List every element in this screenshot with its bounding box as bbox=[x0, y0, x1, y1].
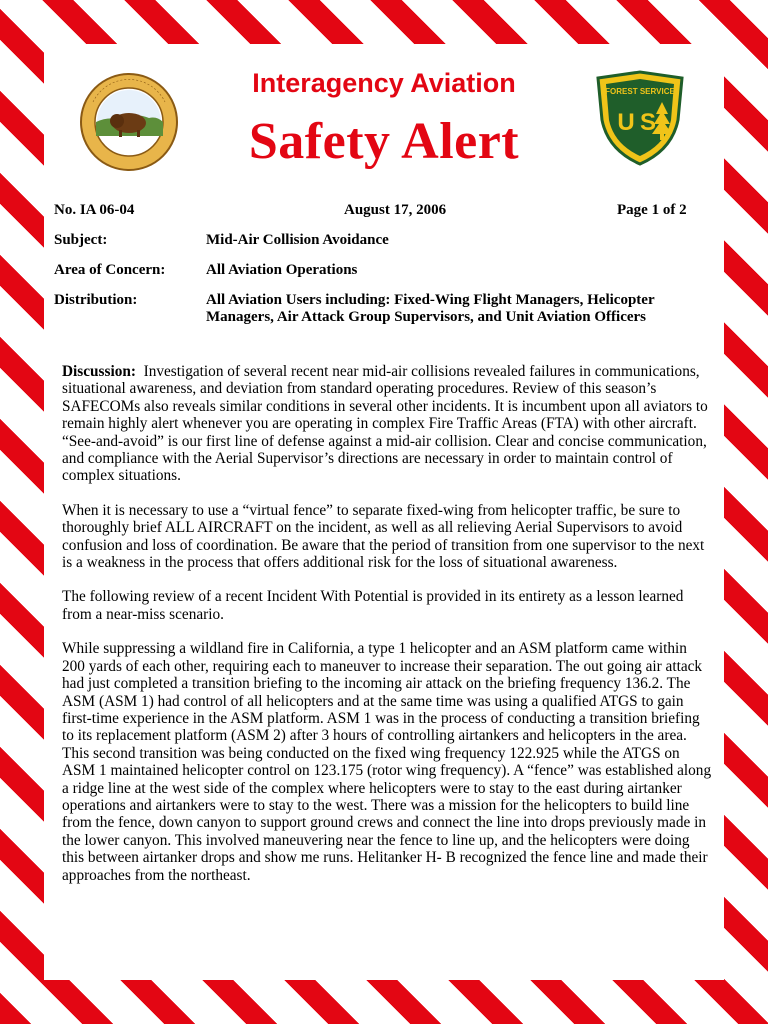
alert-body bbox=[62, 363, 712, 901]
alert-number: No. IA 06-04 bbox=[54, 202, 135, 218]
header-agency: Interagency Aviation bbox=[252, 68, 516, 98]
svg-text:U: U bbox=[617, 109, 635, 136]
alert-date: August 17, 2006 bbox=[344, 202, 447, 218]
discussion-paragraph bbox=[62, 363, 712, 485]
doi-seal-logo bbox=[79, 72, 179, 172]
header-title: Safety Alert bbox=[248, 113, 520, 170]
svg-text:S: S bbox=[639, 109, 657, 136]
subject-value: Mid-Air Collision Avoidance bbox=[206, 232, 389, 248]
concern-value: All Aviation Operations bbox=[206, 262, 358, 278]
virtual-fence-paragraph: When it is necessary to use a “virtual fence” to separate fixed-wing from helicopter traffic, be sure to thoroughly brief ALL AIRCRAFT on the incident, as well as all relieving Aerial Supervisors to avoid confusion and loss of coordination. Be aware that the period of transition from one supervisor to the next is a weakness in the process that offers additional risk for the loss of situational awareness. bbox=[62, 501, 705, 572]
distribution-value: All Aviation Users including: Fixed-Wing Flight Managers, Helicopter Managers, Air Attack Group Supervisors, and Unit Aviation Officers bbox=[206, 292, 655, 325]
incident-paragraph: While suppressing a wildland fire in California, a type 1 helicopter and an ASM platform came within 200 yards of each other, requiring each to maneuver to increase their separation. The out going air attack had just completed a transition briefing to the incoming air attack on the briefing frequency 136.2. The ASM (ASM 1) had control of all helicopters and at the same time was using a qualified ATGS to gain first-time experience in the ASM platform. ASM 1 was in the process of conducting a transition briefing to its replacement platform (ASM 2) after 3 hours of controlling airtankers and helicopters in the area. This second transition was being conducted on the fixed wing frequency 122.925 while the ATGS on ASM 1 maintained helicopter control on 123.175 (rotor wing frequency). A “fence” was established along a ridge line at the west side of the complex where helicopters were to stay to the east during airtanker operations and airtankers were to stay to the west. There was a mission for the helicopters to build line from the fence, down canyon to support ground crews and connect the line into drops previously made in the lower canyon. This involved maneuvering near the fence to line up, and the helicopters were doing this between airtanker drops and show me runs. Helitanker H- B recognized the fence line and made their approaches from the northeast. bbox=[62, 640, 712, 884]
discussion-label: Discussion: bbox=[62, 363, 136, 380]
concern-label: Area of Concern: bbox=[54, 262, 166, 278]
subject-label: Subject: bbox=[54, 232, 108, 248]
alert-page bbox=[44, 44, 724, 980]
review-intro-paragraph: The following review of a recent Incident With Potential is provided in its entirety as a lesson learned from a near-miss scenario. bbox=[62, 588, 684, 623]
distribution-label: Distribution: bbox=[54, 292, 138, 308]
svg-text:FOREST SERVICE: FOREST SERVICE bbox=[605, 87, 675, 96]
discussion-text: Investigation of several recent near mid-air collisions revealed failures in communications, situational awareness, and deviation from standard operating procedures. Review of this season’s SAFECOMs also reveals similar conditions in several other incidents. It is incumbent upon all aviators to remain highly alert whenever you are operating in complex Fire Traffic Areas (FTA) with other aircraft. “See-and-avoid” is our first line of defense against a mid-air collision. Clear and concise communication, and compliance with the Aerial Supervisor’s directions are necessary in order to maintain control of complex situations. bbox=[62, 363, 708, 485]
forest-service-shield-logo bbox=[594, 70, 686, 166]
page-indicator: Page 1 of 2 bbox=[617, 202, 687, 218]
